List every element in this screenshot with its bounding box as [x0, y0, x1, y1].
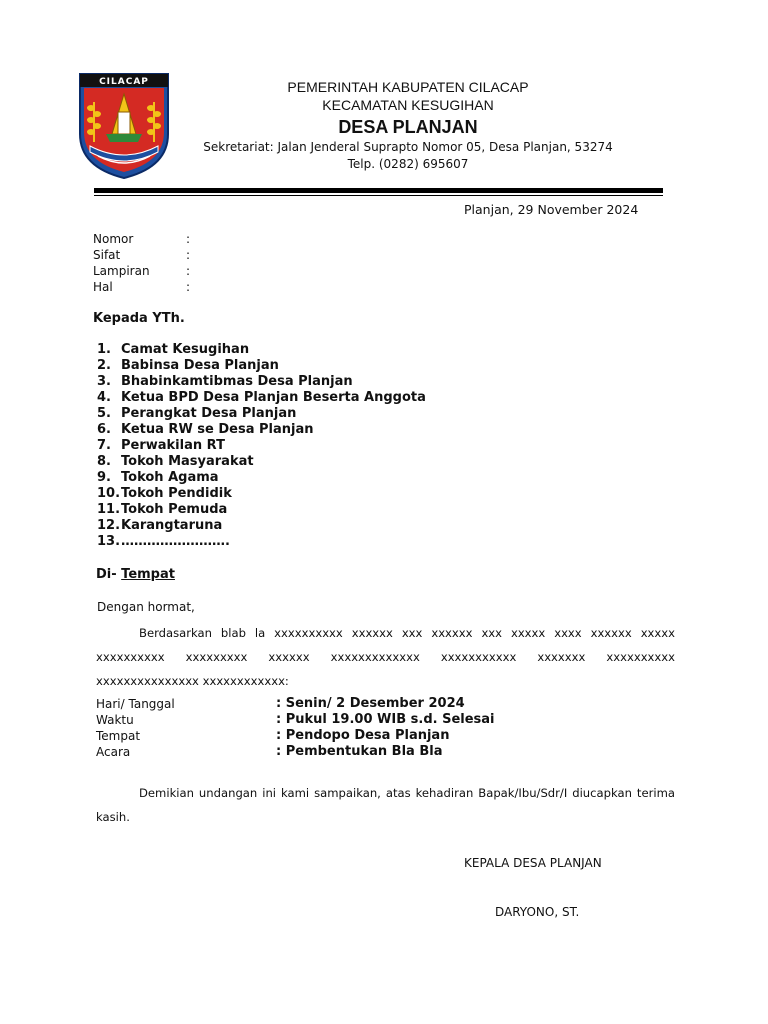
recipient-name: Tokoh Pemuda: [121, 502, 228, 517]
list-number: 11.: [97, 502, 121, 517]
letterhead-divider-thin: [94, 195, 663, 196]
letterhead-district: KECAMATAN KESUGIHAN: [322, 97, 494, 113]
list-number: 6.: [97, 422, 111, 437]
recipient-name: Perangkat Desa Planjan: [121, 406, 297, 421]
list-item: [97, 422, 426, 438]
detail-label: Tempat: [96, 729, 141, 743]
meta-label: Sifat: [93, 248, 121, 262]
list-item: [97, 518, 426, 534]
list-item: [97, 406, 426, 422]
list-item: [97, 374, 426, 390]
detail-value: : Senin/ 2 Desember 2024: [276, 696, 465, 711]
letterhead-phone: Telp. (0282) 695607: [347, 157, 469, 171]
closing-paragraph: Demikian undangan ini kami sampaikan, atas kehadiran Bapak/Ibu/Sdr/I diucapkan terima kasih.: [96, 786, 675, 824]
meta-row-sifat: [93, 247, 196, 263]
list-number: 10.: [97, 486, 121, 501]
meta-colon: :: [186, 280, 191, 294]
list-item: [97, 470, 426, 486]
meta-label: Nomor: [93, 232, 134, 246]
detail-value: : Pembentukan Bla Bla: [276, 744, 443, 759]
meta-label: Lampiran: [93, 264, 150, 278]
recipient-name: Ketua RW se Desa Planjan: [121, 422, 314, 437]
destination-line: [96, 567, 175, 582]
recipient-name: Tokoh Agama: [121, 470, 219, 485]
recipient-name: Karangtaruna: [121, 518, 223, 533]
letter-date: Planjan, 29 November 2024: [464, 202, 639, 217]
detail-label: Hari/ Tanggal: [96, 697, 175, 711]
list-item: [97, 390, 426, 406]
list-number: 3.: [97, 374, 111, 389]
recipient-name: Bhabinkamtibmas Desa Planjan: [121, 374, 353, 389]
meta-colon: :: [186, 264, 191, 278]
recipient-name: Perwakilan RT: [121, 438, 225, 453]
cilacap-emblem-logo: [78, 72, 170, 180]
greeting: Dengan hormat,: [97, 600, 195, 614]
list-number: 13.: [97, 534, 121, 549]
list-item: [97, 534, 426, 550]
list-number: 7.: [97, 438, 111, 453]
list-number: 5.: [97, 406, 111, 421]
list-item: [97, 454, 426, 470]
meta-label: Hal: [93, 280, 113, 294]
letterhead-village: DESA PLANJAN: [338, 117, 478, 137]
signatory-name: DARYONO, ST.: [495, 905, 580, 919]
recipient-name: Camat Kesugihan: [121, 342, 250, 357]
detail-row-date: [96, 696, 495, 712]
logo-text: CILACAP: [99, 77, 149, 87]
letterhead-divider-thick: [94, 188, 663, 193]
meta-colon: :: [186, 248, 191, 262]
event-details: [96, 696, 495, 760]
detail-row-time: [96, 712, 495, 728]
letterhead-address: Sekretariat: Jalan Jenderal Suprapto Nomor 05, Desa Planjan, 53274: [203, 140, 613, 154]
list-number: 8.: [97, 454, 111, 469]
meta-row-lampiran: [93, 263, 196, 279]
detail-label: Acara: [96, 745, 131, 759]
list-item: [97, 486, 426, 502]
meta-row-nomor: [93, 231, 196, 247]
detail-value: : Pukul 19.00 WIB s.d. Selesai: [276, 712, 495, 727]
letterhead-regency: PEMERINTAH KABUPATEN CILACAP: [287, 79, 529, 95]
list-number: 1.: [97, 342, 111, 357]
recipient-name: Babinsa Desa Planjan: [121, 358, 279, 373]
destination-prefix: Di-: [96, 567, 122, 582]
list-item: [97, 438, 426, 454]
recipient-list: [97, 342, 426, 550]
addressee-heading: Kepada YTh.: [93, 311, 185, 326]
list-item: [97, 358, 426, 374]
detail-row-place: [96, 728, 495, 744]
list-item: [97, 502, 426, 518]
detail-value: : Pendopo Desa Planjan: [276, 728, 450, 743]
meta-row-hal: [93, 279, 196, 295]
recipient-name: Tokoh Pendidik: [121, 486, 232, 501]
list-number: 4.: [97, 390, 111, 405]
body-paragraph-1: Berdasarkan blab la xxxxxxxxxx xxxxxx xxx xxxxxx xxx xxxxx xxxx xxxxxx xxxxx xxxxxxxxxx xxxxxxxxx xxxxxx xxxxxxxxxxxxx xxxxxxxxxxx xxxxxxx xxxxxxxxxx xxxxxxxxxxxxxxx xxxxxxxxxxxx:: [96, 626, 675, 688]
meta-colon: :: [186, 232, 191, 246]
list-number: 2.: [97, 358, 111, 373]
detail-row-event: [96, 744, 495, 760]
signatory-title: KEPALA DESA PLANJAN: [464, 856, 602, 870]
list-number: 12.: [97, 518, 121, 533]
list-item: [97, 342, 426, 358]
recipient-name: …………………….: [121, 534, 230, 549]
destination-place: Tempat: [121, 567, 175, 582]
letter-meta-fields: [93, 231, 196, 295]
recipient-name: Tokoh Masyarakat: [121, 454, 254, 469]
detail-label: Waktu: [96, 713, 134, 727]
recipient-name: Ketua BPD Desa Planjan Beserta Anggota: [121, 390, 426, 405]
list-number: 9.: [97, 470, 111, 485]
